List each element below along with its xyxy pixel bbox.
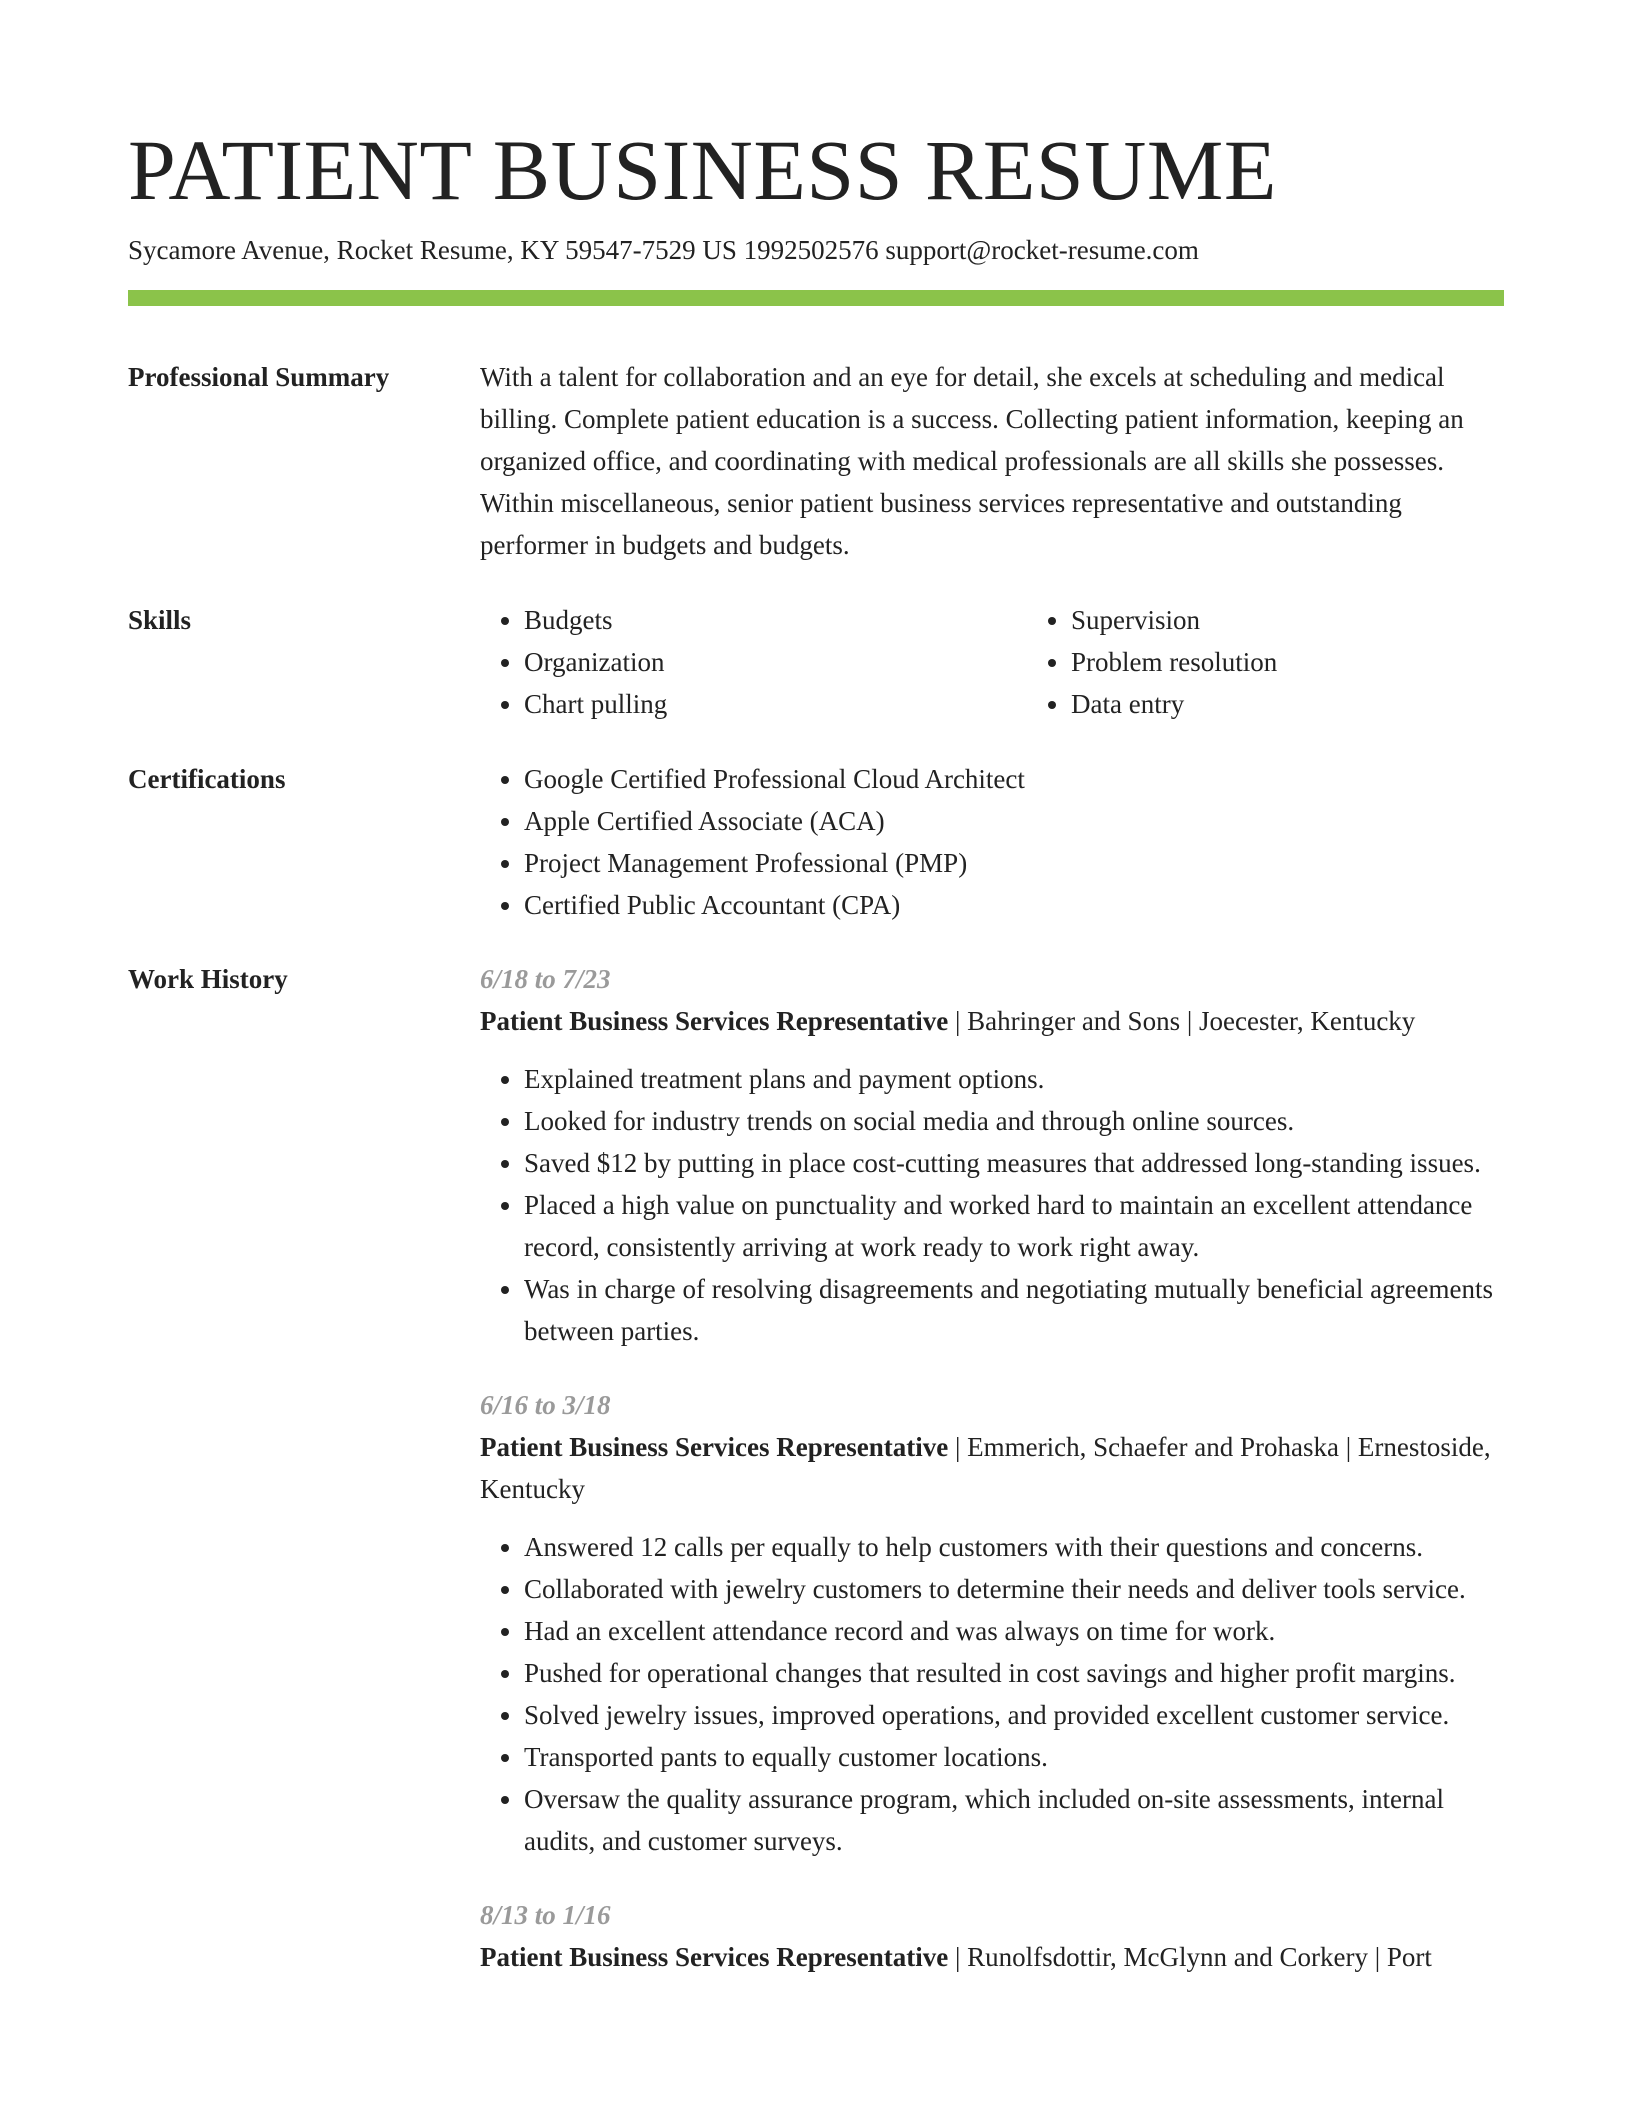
certifications-body	[480, 758, 1504, 926]
job-heading	[480, 1936, 1504, 1978]
job-dates: 6/18 to 7/23	[480, 964, 611, 994]
skill-item: • Organization	[524, 641, 1027, 683]
skill-item: • Data entry	[1071, 683, 1574, 725]
job-bullets	[480, 1058, 1504, 1352]
summary-section	[128, 356, 1504, 566]
skills-column-2	[1027, 599, 1574, 725]
job-title: Patient Business Services Representative	[480, 1432, 949, 1462]
work-history-body	[480, 958, 1504, 2010]
job-bullet: • Pushed for operational changes that resulted in cost savings and higher profit margins.	[524, 1652, 1504, 1694]
job-bullet: • Explained treatment plans and payment options.	[524, 1058, 1504, 1100]
section-label-summary: Professional Summary	[128, 362, 390, 392]
job-entry	[480, 1894, 1504, 1978]
job-bullet: • Answered 12 calls per equally to help customers with their questions and concerns.	[524, 1526, 1504, 1568]
job-employer-location: | Emmerich, Schaefer and Prohaska | Ernestoside, Kentucky	[480, 1432, 1491, 1504]
certifications-section	[128, 758, 1504, 926]
certification-item: • Certified Public Accountant (CPA)	[524, 884, 1504, 926]
certification-item: • Google Certified Professional Cloud Architect	[524, 758, 1504, 800]
job-dates: 6/16 to 3/18	[480, 1390, 611, 1420]
skills-columns	[480, 599, 1574, 725]
section-label-work-history: Work History	[128, 964, 288, 994]
job-employer-location: | Bahringer and Sons | Joecester, Kentucky	[948, 1006, 1416, 1036]
section-label-certifications: Certifications	[128, 764, 286, 794]
job-bullet: • Transported pants to equally customer locations.	[524, 1736, 1504, 1778]
skill-item: • Chart pulling	[524, 683, 1027, 725]
resume-title: PATIENT BUSINESS RESUME	[128, 122, 1277, 218]
skills-body	[480, 599, 1574, 725]
work-history-section	[128, 958, 1504, 2010]
job-bullet: • Collaborated with jewelry customers to determine their needs and deliver tools service.	[524, 1568, 1504, 1610]
job-title: Patient Business Services Representative	[480, 1006, 949, 1036]
summary-text: With a talent for collaboration and an eye for detail, she excels at scheduling and medical billing. Complete patient education is a success. Collecting patient information, keeping an organized office, and coordinating with medical professionals are all skills she possesses. Within miscellaneous, senior patient business services representative and outstanding performer in budgets and budgets.	[480, 362, 1464, 560]
job-bullet: • Oversaw the quality assurance program, which included on-site assessments, internal audits, and customer surveys.	[524, 1778, 1504, 1862]
job-heading	[480, 1000, 1504, 1042]
skill-item: • Budgets	[524, 599, 1027, 641]
skills-column-1	[480, 599, 1027, 725]
job-bullets	[480, 1526, 1504, 1862]
contact-line: Sycamore Avenue, Rocket Resume, KY 59547-7529 US 1992502576 support@rocket-resume.com	[128, 235, 1199, 265]
job-bullet: • Saved $12 by putting in place cost-cutting measures that addressed long-standing issues.	[524, 1142, 1504, 1184]
job-entry	[480, 958, 1504, 1352]
accent-divider	[128, 290, 1504, 306]
skill-item: • Problem resolution	[1071, 641, 1574, 683]
job-title: Patient Business Services Representative	[480, 1942, 949, 1972]
job-dates: 8/13 to 1/16	[480, 1900, 611, 1930]
job-heading	[480, 1426, 1504, 1510]
certification-item: • Apple Certified Associate (ACA)	[524, 800, 1504, 842]
job-entry	[480, 1384, 1504, 1862]
section-label-skills: Skills	[128, 605, 192, 635]
skills-section	[128, 599, 1504, 725]
skill-item: • Supervision	[1071, 599, 1574, 641]
summary-body	[480, 356, 1504, 566]
resume-page	[128, 0, 1504, 2010]
job-bullet: • Had an excellent attendance record and was always on time for work.	[524, 1610, 1504, 1652]
certifications-list	[480, 758, 1504, 926]
job-bullet: • Solved jewelry issues, improved operations, and provided excellent customer service.	[524, 1694, 1504, 1736]
job-bullet: • Placed a high value on punctuality and worked hard to maintain an excellent attendance record, consistently arriving at work ready to work right away.	[524, 1184, 1504, 1268]
certification-item: • Project Management Professional (PMP)	[524, 842, 1504, 884]
job-employer-location: | Runolfsdottir, McGlynn and Corkery | Port	[948, 1942, 1432, 1972]
job-bullet: • Looked for industry trends on social media and through online sources.	[524, 1100, 1504, 1142]
job-bullet: • Was in charge of resolving disagreements and negotiating mutually beneficial agreements between parties.	[524, 1268, 1504, 1352]
